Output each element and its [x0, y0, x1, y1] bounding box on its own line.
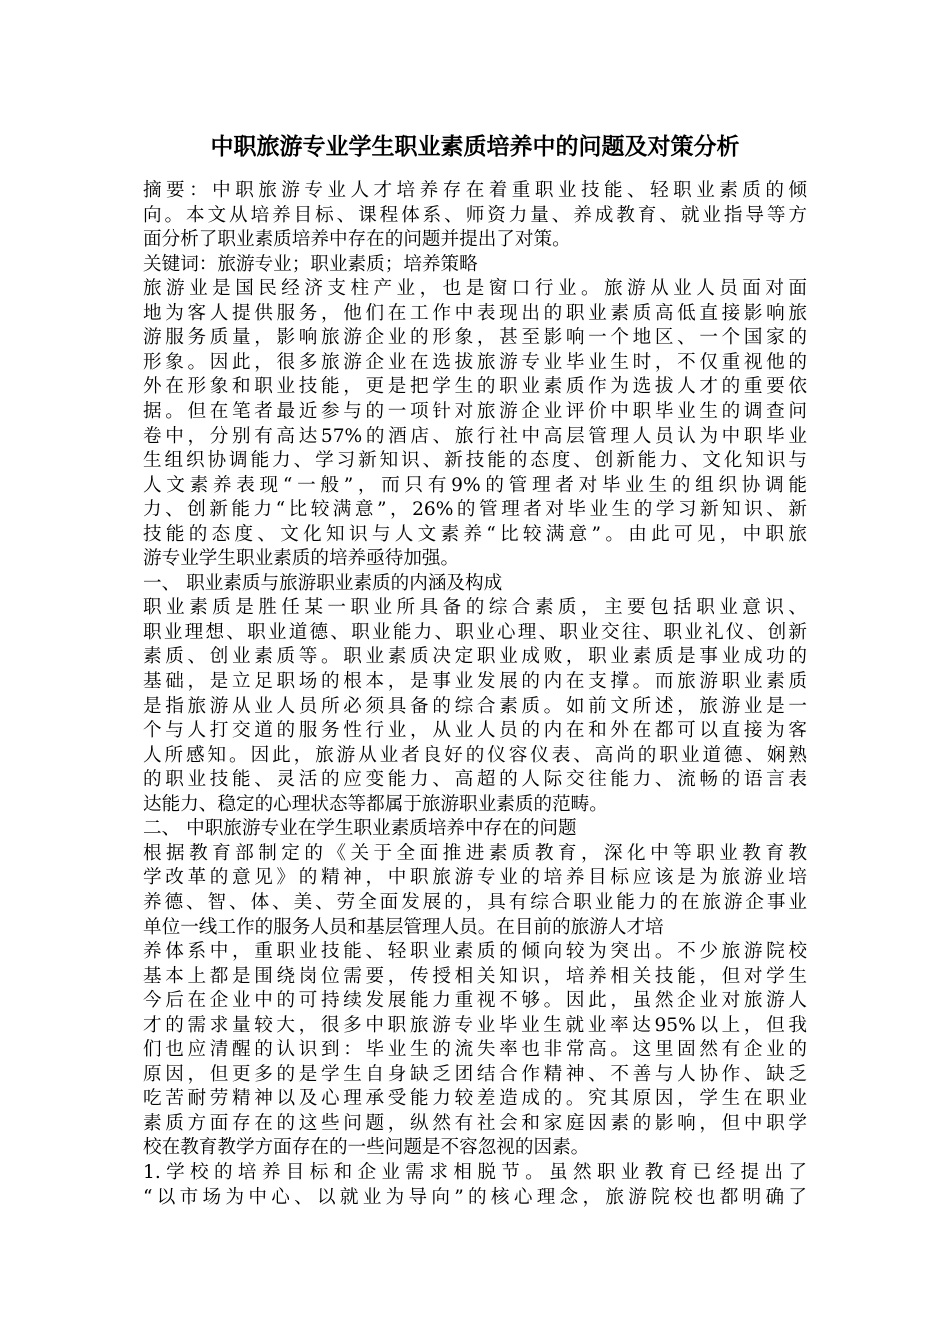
text-line: 养德、智、体、美、劳全面发展的，具有综合职业能力的在旅游企事业 — [143, 891, 807, 913]
text-line: 二、 中职旅游专业在学生职业素质培养中存在的问题 — [143, 818, 577, 840]
text-line: 个与人打交道的服务性行业，从业人员的内在和外在都可以直接为客 — [143, 720, 807, 742]
text-line: “以市场为中心、以就业为导向”的核心理念，旅游院校也都明确了 — [143, 1186, 807, 1208]
text-line: 游专业学生职业素质的培养亟待加强。 — [143, 548, 460, 570]
text-line: 1.学校的培养目标和企业需求相脱节。虽然职业教育已经提出了 — [143, 1162, 807, 1183]
text-line: 校在教育教学方面存在的一些问题是不容忽视的因素。 — [143, 1137, 590, 1159]
text-line: 技能的态度、文化知识与人文素养“比较满意”。由此可见，中职旅 — [143, 523, 807, 545]
text-line: 职业理想、职业道德、职业能力、职业心理、职业交往、职业礼仪、创新 — [143, 621, 807, 643]
text-line: 素质、创业素质等。职业素质决定职业成败，职业素质是事业成功的 — [143, 646, 807, 668]
text-line: 向。本文从培养目标、课程体系、师资力量、养成教育、就业指导等方 — [143, 204, 807, 226]
text-line: 地为客人提供服务，他们在工作中表现出的职业素质高低直接影响旅 — [143, 302, 807, 324]
text-line: 卷中，分别有高达57%的酒店、旅行社中高层管理人员认为中职毕业 — [143, 425, 807, 447]
text-line: 的职业技能、灵活的应变能力、高超的人际交往能力、流畅的语言表 — [143, 769, 807, 791]
text-line: 单位一线工作的服务人员和基层管理人员。在目前的旅游人才培 — [143, 916, 664, 938]
text-line: 养体系中，重职业技能、轻职业素质的倾向较为突出。不少旅游院校 — [143, 941, 807, 963]
text-line: 基本上都是围绕岗位需要，传授相关知识，培养相关技能，但对学生 — [143, 965, 807, 987]
text-line: 面分析了职业素质培养中存在的问题并提出了对策。 — [143, 229, 571, 251]
text-line: 形象。因此，很多旅游企业在选拔旅游专业毕业生时，不仅重视他的 — [143, 351, 807, 373]
text-line: 是指旅游从业人员所必须具备的综合素质。如前文所述，旅游业是一 — [143, 695, 807, 717]
document-title: 中职旅游专业学生职业素质培养中的问题及对策分析 — [210, 133, 740, 160]
text-line: 原因，但更多的是学生自身缺乏团结合作精神、不善与人协作、缺乏 — [143, 1063, 807, 1085]
text-line: 生组织协调能力、学习新知识、新技能的态度、创新能力、文化知识与 — [143, 450, 807, 472]
text-line: 达能力、稳定的心理状态等都属于旅游职业素质的范畴。 — [143, 793, 608, 815]
text-line: 们也应清醒的认识到：毕业生的流失率也非常高。这里固然有企业的 — [143, 1039, 807, 1061]
text-line: 关键词：旅游专业；职业素质；培养策略 — [143, 253, 478, 275]
text-line: 今后在企业中的可持续发展能力重视不够。因此，虽然企业对旅游人 — [143, 990, 807, 1012]
text-line: 旅游业是国民经济支柱产业，也是窗口行业。旅游从业人员面对面 — [143, 278, 807, 300]
text-line: 吃苦耐劳精神以及心理承受能力较差造成的。究其原因，学生在职业 — [143, 1088, 807, 1110]
text-line: 学改革的意见》的精神，中职旅游专业的培养目标应该是为旅游业培 — [143, 867, 807, 889]
text-line: 一、 职业素质与旅游职业素质的内涵及构成 — [143, 572, 503, 594]
text-line: 外在形象和职业技能，更是把学生的职业素质作为选拔人才的重要依 — [143, 376, 807, 398]
text-line: 职业素质是胜任某一职业所具备的综合素质，主要包括职业意识、 — [143, 597, 807, 619]
text-line: 基础，是立足职场的根本，是事业发展的内在支撑。而旅游职业素质 — [143, 671, 807, 692]
text-line: 据。但在笔者最近参与的一项针对旅游企业评价中职毕业生的调查问 — [143, 400, 807, 422]
text-line: 游服务质量，影响旅游企业的形象，甚至影响一个地区、一个国家的 — [143, 327, 807, 349]
text-line: 根据教育部制定的《关于全面推进素质教育，深化中等职业教育教 — [143, 842, 807, 864]
text-line: 才的需求量较大，很多中职旅游专业毕业生就业率达95%以上，但我 — [143, 1014, 807, 1036]
text-line: 人所感知。因此，旅游从业者良好的仪容仪表、高尚的职业道德、娴熟 — [143, 744, 807, 766]
text-line: 摘要：中职旅游专业人才培养存在着重职业技能、轻职业素质的倾 — [143, 180, 807, 201]
text-line: 力、创新能力“比较满意”，26%的管理者对毕业生的学习新知识、新 — [143, 499, 807, 521]
text-line: 人文素养表现“一般”，而只有9%的管理者对毕业生的组织协调能 — [143, 474, 807, 496]
text-line: 素质方面存在的这些问题，纵然有社会和家庭因素的影响，但中职学 — [143, 1112, 807, 1134]
